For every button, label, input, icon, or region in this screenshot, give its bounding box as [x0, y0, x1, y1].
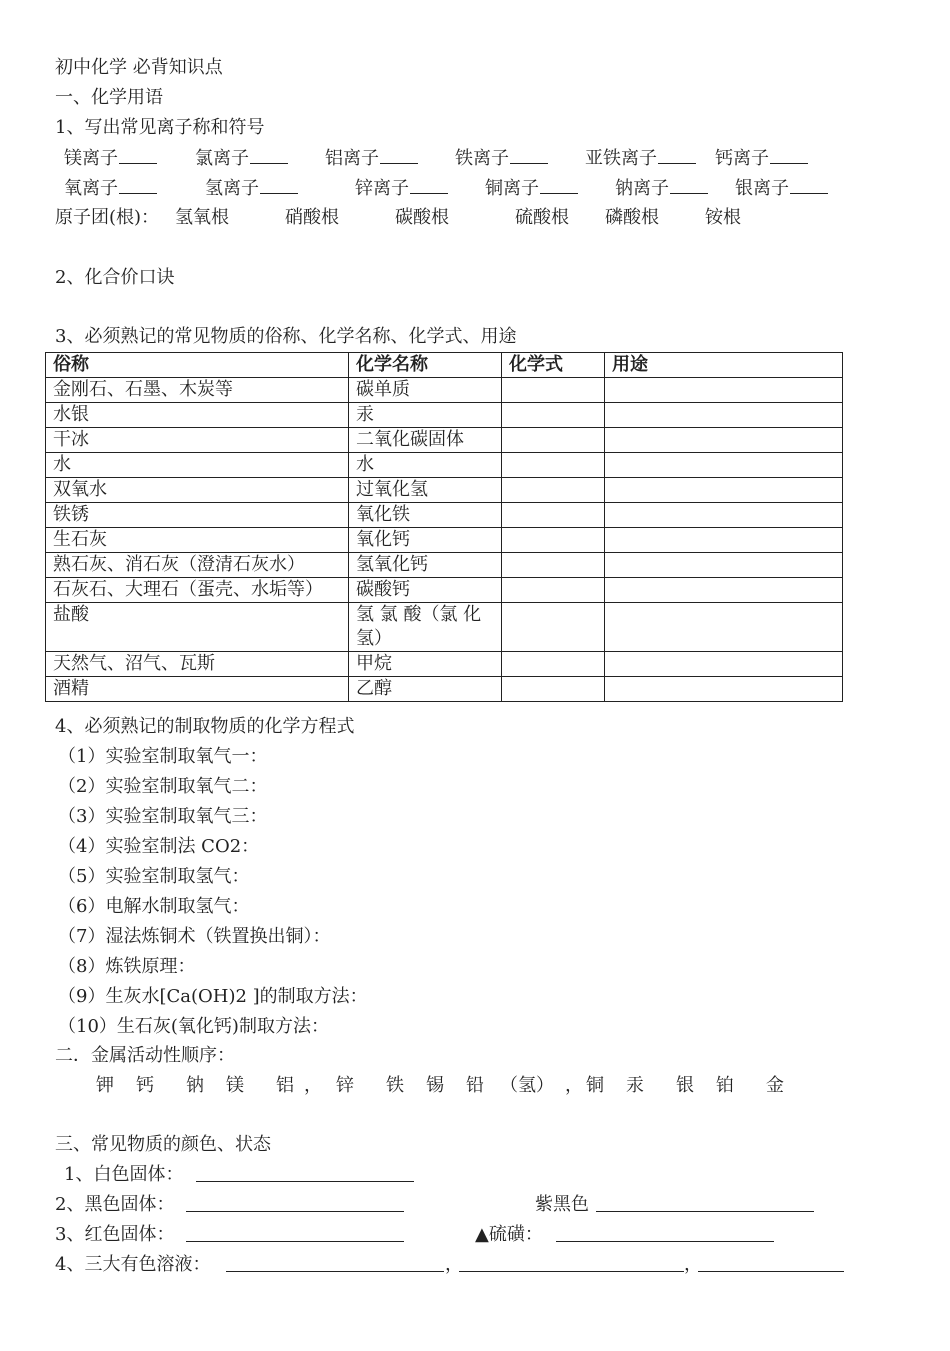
- equation-item: （10）生石灰(氧化钙)制取方法：: [58, 1016, 329, 1037]
- equation-item: （3）实验室制取氧气三：: [58, 806, 268, 827]
- common-name-cell: 酒精: [46, 677, 349, 702]
- common-name-cell: 水: [46, 453, 349, 478]
- answer-blank[interactable]: [556, 1225, 774, 1242]
- common-name-cell: 铁锈: [46, 503, 349, 528]
- use-cell[interactable]: [605, 677, 843, 702]
- answer-blank[interactable]: [186, 1195, 404, 1212]
- metal-item: 镁: [226, 1075, 244, 1096]
- chemical-name-cell: 氢氧化钙: [349, 553, 502, 578]
- ion-item: 锌离子: [355, 177, 448, 200]
- formula-cell[interactable]: [502, 578, 605, 603]
- formula-cell[interactable]: [502, 652, 605, 677]
- use-cell[interactable]: [605, 453, 843, 478]
- table-row: [46, 428, 843, 453]
- answer-blank[interactable]: [196, 1165, 414, 1182]
- metal-item: 银: [676, 1075, 694, 1096]
- table-row: [46, 503, 843, 528]
- equation-item: （1）实验室制取氧气一：: [58, 746, 268, 767]
- answer-blank[interactable]: [698, 1255, 844, 1272]
- q4-heading: 4、必须熟记的制取物质的化学方程式: [55, 716, 355, 737]
- table-row: [46, 403, 843, 428]
- color-item-label: 2、黑色固体：: [55, 1194, 175, 1215]
- color-item-label: ▲硫磺：: [475, 1224, 543, 1245]
- answer-blank[interactable]: [790, 177, 828, 194]
- chemical-name-cell: 二氧化碳固体: [349, 428, 502, 453]
- table-row: [46, 603, 843, 652]
- metal-item: 汞: [626, 1075, 644, 1096]
- radical-item: 铵根: [705, 207, 741, 228]
- equation-item: （6）电解水制取氢气：: [58, 896, 250, 917]
- answer-blank[interactable]: [119, 177, 157, 194]
- chemical-name-cell: 乙醇: [349, 677, 502, 702]
- use-cell[interactable]: [605, 428, 843, 453]
- table-header-row: [46, 353, 843, 378]
- metal-item: 钾: [96, 1075, 114, 1096]
- metal-separator: ，: [565, 1075, 583, 1096]
- common-name-cell: 石灰石、大理石（蛋壳、水垢等）: [46, 578, 349, 603]
- metal-item: （氢）: [500, 1075, 554, 1096]
- ion-item: 铜离子: [485, 177, 578, 200]
- table-row: [46, 677, 843, 702]
- answer-blank[interactable]: [510, 147, 548, 164]
- answer-blank[interactable]: [250, 147, 288, 164]
- metal-item: 钙: [136, 1075, 154, 1096]
- metal-item: 锌: [336, 1075, 354, 1096]
- section3-heading: 三、常见物质的颜色、状态: [55, 1134, 271, 1155]
- metal-item: 铁: [386, 1075, 404, 1096]
- color-item-label: 1、白色固体：: [64, 1164, 184, 1185]
- radical-item: 硫酸根: [515, 207, 569, 228]
- answer-blank[interactable]: [226, 1255, 444, 1272]
- metal-item: 铝: [276, 1075, 294, 1096]
- equation-item: （9）生灰水[Ca(OH)2 ]的制取方法：: [58, 986, 368, 1007]
- table-row: [46, 378, 843, 403]
- section1-heading: 一、化学用语: [55, 87, 163, 108]
- equation-item: （5）实验室制取氢气：: [58, 866, 250, 887]
- q2-heading: 2、化合价口诀: [55, 267, 175, 288]
- page-title: 初中化学 必背知识点: [55, 57, 223, 78]
- answer-blank[interactable]: [658, 147, 696, 164]
- radical-item: 磷酸根: [605, 207, 659, 228]
- answer-blank[interactable]: [770, 147, 808, 164]
- q1-heading: 1、写出常见离子称和符号: [55, 117, 265, 138]
- metal-item: 钠: [186, 1075, 204, 1096]
- color-item-label: 紫黑色: [535, 1194, 589, 1215]
- table-row: [46, 528, 843, 553]
- answer-blank[interactable]: [596, 1195, 814, 1212]
- common-name-cell: 盐酸: [46, 603, 349, 652]
- ion-item: 氧离子: [64, 177, 157, 200]
- answer-blank[interactable]: [380, 147, 418, 164]
- formula-cell[interactable]: [502, 478, 605, 503]
- metal-separator: ，: [304, 1075, 322, 1096]
- section2-heading: 二．金属活动性顺序：: [55, 1045, 235, 1066]
- common-name-cell: 熟石灰、消石灰（澄清石灰水）: [46, 553, 349, 578]
- use-cell[interactable]: [605, 652, 843, 677]
- separator-comma: ，: [684, 1254, 702, 1275]
- chemical-name-cell: 汞: [349, 403, 502, 428]
- formula-cell[interactable]: [502, 453, 605, 478]
- radical-item: 碳酸根: [395, 207, 449, 228]
- answer-blank[interactable]: [260, 177, 298, 194]
- ion-item: 钙离子: [715, 147, 808, 170]
- common-name-cell: 干冰: [46, 428, 349, 453]
- common-name-cell: 水银: [46, 403, 349, 428]
- common-name-cell: 天然气、沼气、瓦斯: [46, 652, 349, 677]
- radical-item: 氢氧根: [175, 207, 229, 228]
- table-row: [46, 652, 843, 677]
- ion-item: 铝离子: [325, 147, 418, 170]
- answer-blank[interactable]: [119, 147, 157, 164]
- chemical-name-cell: 水: [349, 453, 502, 478]
- answer-blank[interactable]: [410, 177, 448, 194]
- equation-item: （8）炼铁原理：: [58, 956, 196, 977]
- formula-cell[interactable]: [502, 403, 605, 428]
- color-item-label: 4、三大有色溶液：: [55, 1254, 211, 1275]
- ion-item: 氯离子: [195, 147, 288, 170]
- answer-blank[interactable]: [186, 1225, 404, 1242]
- column-header: 化学名称: [349, 353, 502, 378]
- column-header: 用途: [605, 353, 843, 378]
- equation-item: （2）实验室制取氧气二：: [58, 776, 268, 797]
- formula-cell[interactable]: [502, 428, 605, 453]
- ion-item: 银离子: [735, 177, 828, 200]
- chemical-name-cell: 碳酸钙: [349, 578, 502, 603]
- substance-table: [45, 352, 843, 702]
- use-cell[interactable]: [605, 578, 843, 603]
- formula-cell[interactable]: [502, 503, 605, 528]
- chemical-name-cell: 氢 氯 酸（氯 化 氢）: [349, 603, 502, 652]
- equation-item: （4）实验室制法 CO2：: [58, 836, 260, 857]
- formula-cell[interactable]: [502, 378, 605, 403]
- formula-cell[interactable]: [502, 603, 605, 652]
- use-cell[interactable]: [605, 503, 843, 528]
- column-header: 化学式: [502, 353, 605, 378]
- metal-item: 锡: [426, 1075, 444, 1096]
- q3-heading: 3、必须熟记的常见物质的俗称、化学名称、化学式、用途: [55, 326, 517, 347]
- chemical-name-cell: 氧化钙: [349, 528, 502, 553]
- answer-blank[interactable]: [670, 177, 708, 194]
- radical-label: 原子团(根)：: [55, 207, 160, 228]
- metal-item: 铂: [716, 1075, 734, 1096]
- use-cell[interactable]: [605, 478, 843, 503]
- use-cell[interactable]: [605, 378, 843, 403]
- use-cell[interactable]: [605, 603, 843, 652]
- chemical-name-cell: 氧化铁: [349, 503, 502, 528]
- radical-item: 硝酸根: [285, 207, 339, 228]
- equation-item: （7）湿法炼铜术（铁置换出铜）：: [58, 926, 331, 947]
- chemical-name-cell: 甲烷: [349, 652, 502, 677]
- answer-blank[interactable]: [459, 1255, 684, 1272]
- ion-item: 镁离子: [64, 147, 157, 170]
- formula-cell[interactable]: [502, 677, 605, 702]
- answer-blank[interactable]: [540, 177, 578, 194]
- common-name-cell: 双氧水: [46, 478, 349, 503]
- formula-cell[interactable]: [502, 553, 605, 578]
- formula-cell[interactable]: [502, 528, 605, 553]
- metal-item: 金: [766, 1075, 784, 1096]
- use-cell[interactable]: [605, 403, 843, 428]
- common-name-cell: 金刚石、石墨、木炭等: [46, 378, 349, 403]
- ion-item: 氢离子: [205, 177, 298, 200]
- table-row: [46, 453, 843, 478]
- metal-item: 铅: [466, 1075, 484, 1096]
- ion-item: 亚铁离子: [585, 147, 696, 170]
- table-row: [46, 553, 843, 578]
- ion-item: 钠离子: [615, 177, 708, 200]
- use-cell[interactable]: [605, 528, 843, 553]
- table-row: [46, 578, 843, 603]
- metal-item: 铜: [586, 1075, 604, 1096]
- separator-comma: ，: [445, 1254, 463, 1275]
- use-cell[interactable]: [605, 553, 843, 578]
- column-header: 俗称: [46, 353, 349, 378]
- ion-item: 铁离子: [455, 147, 548, 170]
- chemical-name-cell: 碳单质: [349, 378, 502, 403]
- color-item-label: 3、红色固体：: [55, 1224, 175, 1245]
- common-name-cell: 生石灰: [46, 528, 349, 553]
- chemical-name-cell: 过氧化氢: [349, 478, 502, 503]
- table-row: [46, 478, 843, 503]
